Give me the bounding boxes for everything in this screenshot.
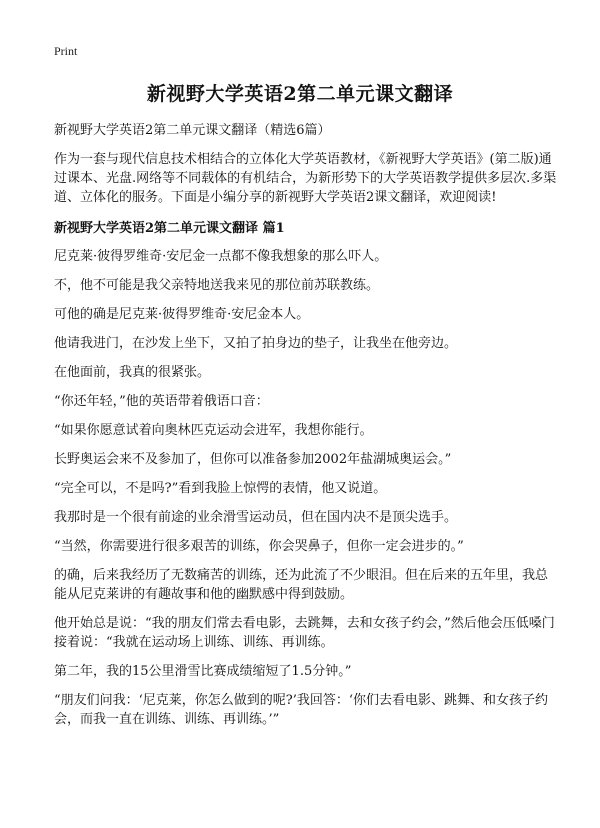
paragraph: 的确，后来我经历了无数痛苦的训练，还为此流了不少眼泪。但在后来的五年里，我总能从尼克莱讲的有趣故事和他的幽默感中得到鼓励。: [54, 568, 549, 602]
print-link[interactable]: Print: [54, 44, 78, 58]
translation-paragraphs: [54, 247, 558, 729]
paragraph: 尼克莱·彼得罗维奇·安尼金一点都不像我想象的那么吓人。: [54, 249, 388, 264]
document-subtitle: 新视野大学英语2第二单元课文翻译（精选6篇）: [54, 123, 331, 138]
paragraph: 可他的确是尼克莱·彼得罗维奇·安尼金本人。: [54, 307, 310, 322]
document-title: 新视野大学英语2第二单元课文翻译: [146, 83, 454, 105]
section-heading: 新视野大学英语2第二单元课文翻译 篇1: [54, 221, 285, 236]
paragraph: “你还年轻，”他的英语带着俄语口音：: [54, 394, 269, 409]
paragraph: 长野奥运会来不及参加了，但你可以准备参加2002年盐湖城奥运会。”: [54, 452, 452, 467]
document-body: [54, 121, 558, 739]
paragraph: “完全可以，不是吗?”看到我脸上惊愕的表情，他又说道。: [54, 481, 387, 496]
paragraph: 第二年，我的15公里滑雪比赛成绩缩短了1.5分钟。”: [54, 664, 352, 679]
paragraph: 我那时是一个很有前途的业余滑雪运动员，但在国内决不是顶尖选手。: [54, 510, 458, 525]
paragraph: “朋友们问我：‘尼克莱，你怎么做到的呢?’我回答：‘你们去看电影、跳舞、和女孩子约会，而我一直在训练、训练、再训练。’”: [54, 693, 549, 727]
paragraph: 他开始总是说：“我的朋友们常去看电影，去跳舞，去和女孩子约会，”然后他会压低嗓门接着说：“我就在运动场上训练、训练、再训练。: [54, 616, 555, 650]
paragraph: 他请我进门，在沙发上坐下，又拍了拍身边的垫子，让我坐在他旁边。: [54, 336, 458, 351]
paragraph: 在他面前，我真的很紧张。: [54, 365, 211, 380]
paragraph: 不，他不可能是我父亲特地送我来见的那位前苏联教练。: [54, 278, 380, 293]
intro-paragraph: 作为一套与现代信息技术相结合的立体化大学英语教材，《新视野大学英语》(第二版)通过课本、光盘.网络等不同载体的有机结合，为新形势下的大学英语教学提供多层次.多渠道、立体化的服务。下面是小编分享的新视野大学英语2课文翻译，欢迎阅读!: [54, 152, 557, 205]
paragraph: “如果你愿意试着向奥林匹克运动会进军，我想你能行。: [54, 423, 373, 438]
paragraph: “当然，你需要进行很多艰苦的训练，你会哭鼻子，但你一定会进步的。”: [54, 539, 464, 554]
